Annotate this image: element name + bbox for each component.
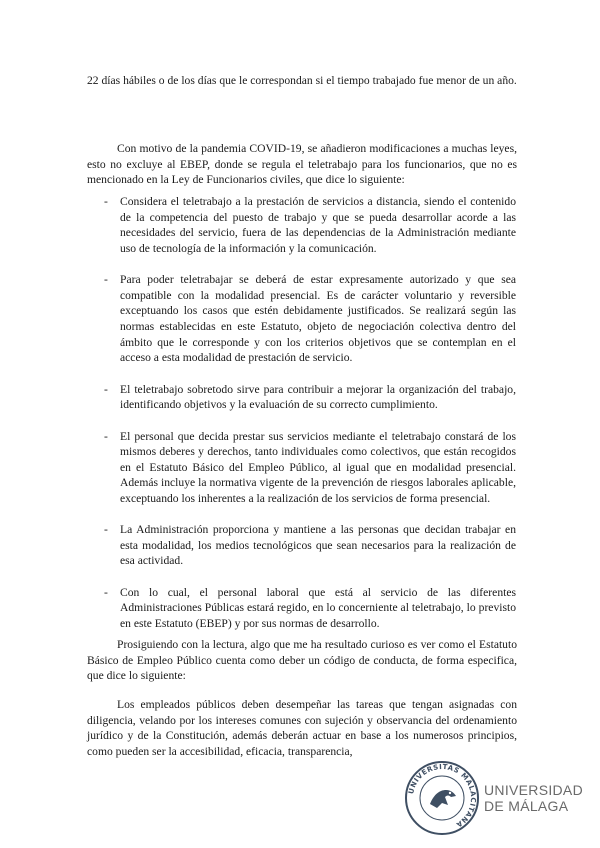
list-item: - El teletrabajo sobretodo sirve para contribuir a mejorar la organización del trabajo, identificando objetivos y la evaluación de su correcto cumplimiento. (104, 382, 516, 413)
university-seal-icon (404, 760, 480, 836)
university-logo (404, 760, 583, 836)
university-name-line1: UNIVERSIDAD (484, 782, 583, 798)
list-item: - La Administración proporciona y mantiene a las personas que decidan trabajar en esta modalidad, los medios tecnológicos que sean necesarios para la realización de esa actividad. (104, 522, 516, 569)
seal-text: UNIVERSITAS MALACITANA (407, 762, 478, 829)
list-item: - Considera el teletrabajo a la prestación de servicios a distancia, siendo el contenido de la competencia del puesto de trabajo y que se pueda desarrollar acorde a las necesidades del servicio, fuera de las dependencias de la Administración mediante uso de tecnología de la información y la comunicación. (104, 194, 516, 256)
list-item: - Con lo cual, el personal laboral que está al servicio de las diferentes Administraciones Públicas estará regido, en lo concerniente al teletrabajo, lo previsto en este Estatuto (EBEP) y por sus normas de desarrollo. (104, 585, 516, 632)
list-item: - El personal que decida prestar sus servicios mediante el teletrabajo constará de los mismos deberes y derechos, tanto individuales como colectivos, que están recogidos en el Estatuto Básico del Empleo Público, al igual que en modalidad presencial. Además incluye la normativa vigente de la prevención de riesgos laborales aplicable, exceptuando los inherentes a la realización de los servicios de forma presencial. (104, 429, 516, 507)
university-name (484, 782, 583, 814)
telework-list (104, 194, 516, 647)
reading-paragraph: Prosiguiendo con la lectura, algo que me ha resultado curioso es ver como el Estatuto Básico de Empleo Público cuenta como deber un código de conducta, de forma especifica, que dice lo siguiente: (87, 638, 517, 683)
continuation-paragraph: 22 días hábiles o de los días que le correspondan si el tiempo trabajado fue menor de un año. (87, 74, 517, 87)
university-name-line2: DE MÁLAGA (484, 798, 569, 814)
list-item: - Para poder teletrabajar se deberá de estar expresamente autorizado y que sea compatible con la modalidad presencial. Es de carácter voluntario y reversible exceptuando los casos que estén debidamente justificados. Se realizará según las normas establecidas en este Estatuto, objeto de negociación colectiva dentro del ámbito que le corresponde y con los criterios objetivos que se contemplan en el acceso a esta modalidad de prestación de servicio. (104, 272, 516, 366)
intro-paragraph: Con motivo de la pandemia COVID-19, se añadieron modificaciones a muchas leyes, esto no excluye al EBEP, donde se regula el teletrabajo para los funcionarios, que no es mencionado en la Ley de Funcionarios civiles, que dice lo siguiente: (87, 142, 517, 187)
conduct-paragraph: Los empleados públicos deben desempeñar las tareas que tengan asignadas con diligencia, velando por los intereses comunes con sujeción y observancia del ordenamiento jurídico y de la Constitución, además deberán actuar en base a los numerosos principios, como pueden ser la accesibilidad, eficacia, transparencia, (87, 698, 517, 758)
